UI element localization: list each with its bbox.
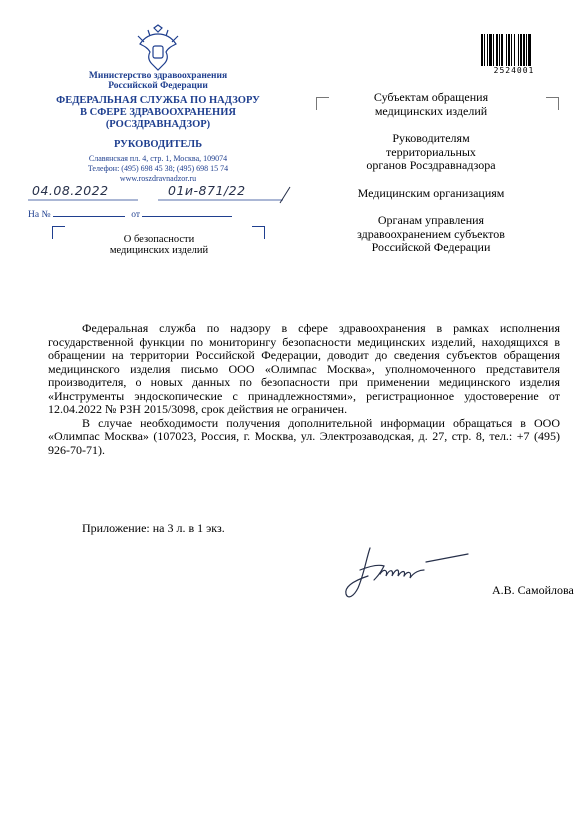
registration-number: 01и-871/22 — [168, 183, 246, 198]
barcode-bar — [518, 34, 519, 66]
ot-blank — [142, 208, 232, 217]
addressee-line: территориальных — [386, 144, 476, 159]
barcode-bar — [496, 34, 498, 66]
addressee-line: здравоохранением субъектов — [357, 226, 505, 241]
barcode-bar — [493, 34, 494, 66]
ministry-line: Российской Федерации — [108, 81, 208, 91]
ot-label: от — [131, 210, 141, 220]
agency-name — [44, 95, 272, 131]
addressee-2 — [312, 132, 550, 173]
barcode-bar — [487, 34, 488, 66]
attachment-note: Приложение: на 3 л. в 1 экз. — [82, 521, 225, 535]
barcode-bar — [501, 34, 503, 66]
agency-line: В СФЕРЕ ЗДРАВООХРАНЕНИЯ — [80, 107, 236, 118]
ministry-line: Министерство здравоохранения — [88, 71, 228, 81]
barcode-bar — [514, 34, 515, 66]
letter-body — [48, 322, 560, 457]
handwritten-signature — [340, 540, 480, 610]
barcode-bar — [526, 34, 527, 66]
registration-line — [28, 183, 313, 205]
barcode — [481, 34, 547, 66]
subject-line: О безопасности — [123, 234, 195, 245]
agency-line: ФЕДЕРАЛЬНАЯ СЛУЖБА ПО НАДЗОРУ — [56, 95, 260, 106]
ministry-name — [54, 71, 262, 91]
barcode-bar — [520, 34, 522, 66]
barcode-bar — [484, 34, 485, 66]
registration-date: 04.08.2022 — [32, 183, 109, 198]
phone: Телефон: (495) 698 45 38; (495) 698 15 74 — [87, 164, 229, 173]
barcode-bar — [508, 34, 510, 66]
barcode-bar — [489, 34, 492, 66]
addressee-line: Субъектам обращения — [373, 90, 489, 104]
state-emblem-icon — [136, 24, 180, 74]
barcode-bar — [506, 34, 507, 66]
signer-name: А.В. Самойлова — [492, 583, 574, 597]
subject — [52, 234, 266, 256]
reference-line — [28, 208, 268, 220]
contact-block — [50, 154, 266, 184]
addressee-line: Руководителям — [392, 131, 470, 145]
barcode-bar — [499, 34, 500, 66]
addressee-line: Органам управления — [377, 213, 485, 227]
subject-line: медицинских изделий — [109, 245, 209, 256]
barcode-bar — [528, 34, 531, 66]
barcode-bar — [523, 34, 525, 66]
head-title: РУКОВОДИТЕЛЬ — [113, 139, 203, 150]
na-blank — [53, 208, 125, 217]
addressee-block — [312, 91, 550, 269]
barcode-number: 2524001 — [493, 66, 535, 75]
barcode-bar — [511, 34, 512, 66]
addressee-line: органов Росздравнадзора — [366, 158, 496, 172]
na-label: На № — [28, 210, 51, 220]
address: Славянская пл. 4, стр. 1, Москва, 109074 — [88, 154, 228, 163]
addressee-3 — [312, 187, 550, 201]
addressee-line: Российской Федерации — [371, 240, 491, 254]
paragraph-2: В случае необходимости получения дополнительной информации обращаться в ООО «Олимпас Москва» (107023, Россия, г. Москва, ул. Электрозаводская, д. 27, стр. 8, тел.: +7 (495) 926-70-71). — [48, 415, 560, 457]
agency-line: (РОСЗДРАВНАДЗОР) — [105, 119, 211, 130]
addressee-4 — [312, 214, 550, 255]
barcode-bar — [481, 34, 483, 66]
addressee-line: медицинских изделий — [374, 103, 488, 118]
paragraph-1: Федеральная служба по надзору в сфере здравоохранения в рамках исполнения государственной функции по мониторингу безопасности медицинских изделий, находящихся в обращении на территории Российской Федерации, доводит до сведения субъектов обращения медицинского изделия письмо ООО «Олимпас Москва», уполномоченного представителя производителя, о новых данных по безопасности при применении медицинского изделия «Инструменты эндоскопические с принадлежностями», регистрационное удостоверение от 12.04.2022 № РЗН 2015/3098, срок действия не ограничен. — [48, 321, 560, 416]
addressee-1 — [312, 91, 550, 118]
website: www.roszdravnadzor.ru — [119, 174, 197, 183]
addressee-line: Медицинским организациям — [357, 185, 505, 200]
